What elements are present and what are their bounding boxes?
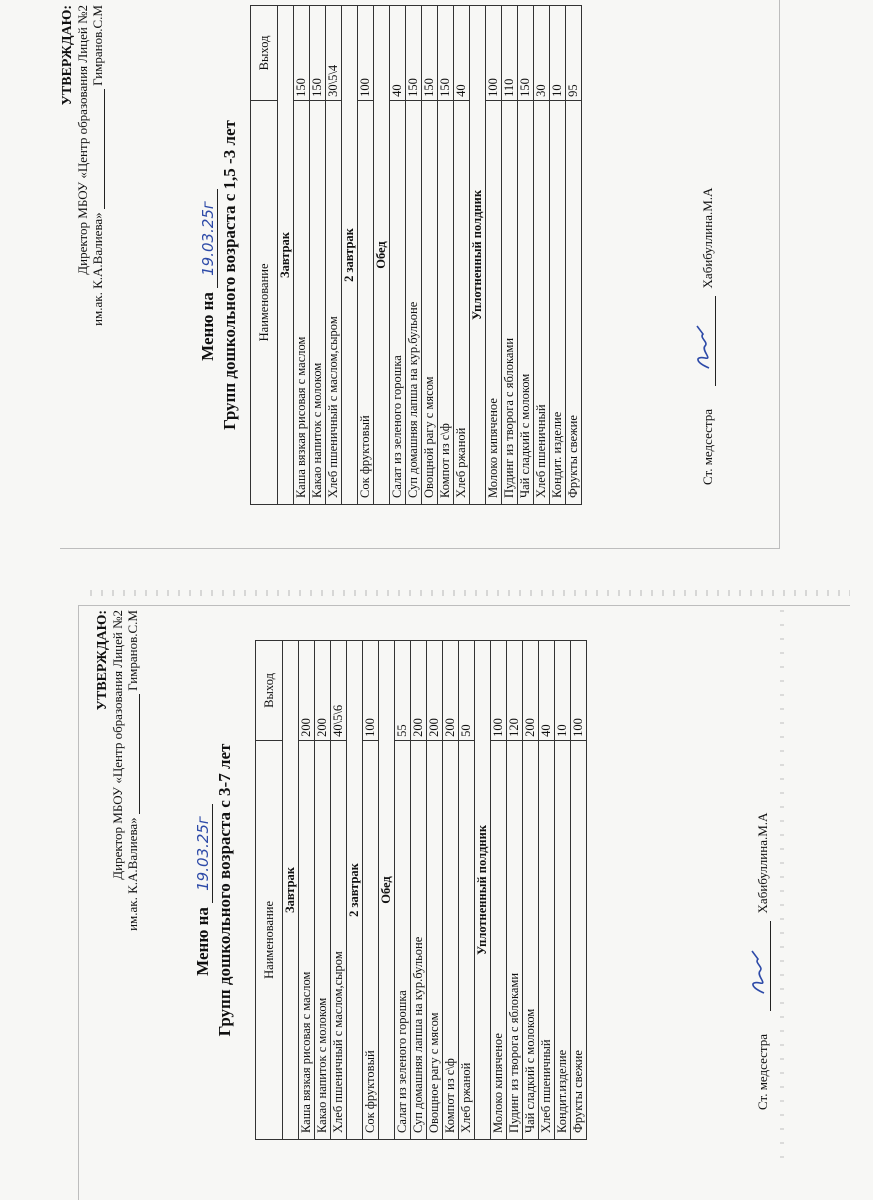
dish-name: Овощное рагу с мясом (427, 740, 443, 1139)
meal-section-row (283, 641, 299, 1140)
table-row (454, 6, 470, 505)
menu-date: 19.03.25г (194, 804, 213, 903)
dish-yield: 10 (550, 6, 566, 101)
dish-yield: 150 (310, 6, 326, 101)
dish-name: Каша вязкая рисовая с маслом (299, 740, 315, 1139)
meal-section-title: 2 завтрак (347, 641, 363, 1140)
menu-subtitle: Групп дошкольного возраста с 1,5 -3 лет (220, 120, 239, 430)
menu-sheet-3-7 (95, 610, 865, 1170)
meal-section-title: Уплотненный полдник (470, 6, 486, 505)
dish-name: Хлеб пшеничный (534, 100, 550, 504)
meal-section-title: Завтрак (278, 6, 294, 505)
menu-date: 19.03.25г (199, 189, 218, 288)
menu-subtitle: Групп дошкольного возраста с 3-7 лет (215, 743, 234, 1037)
dish-name: Фрукты свежие (566, 100, 582, 504)
meal-section-row (342, 6, 358, 505)
table-row (406, 6, 422, 505)
table-row (507, 641, 523, 1140)
dish-name: Хлеб пшеничный (539, 740, 555, 1139)
dish-yield: 100 (491, 641, 507, 741)
nurse-label: Ст. медсестра (700, 408, 715, 485)
table-row (315, 641, 331, 1140)
meal-section-title: 2 завтрак (342, 6, 358, 505)
dish-name: Чай сладкий с молоком (518, 100, 534, 504)
dish-yield: 150 (438, 6, 454, 101)
dish-name: Суп домашняя лапша на кур.бульоне (411, 740, 427, 1139)
column-header-name: Наименование (256, 740, 283, 1139)
signature-line (92, 89, 105, 209)
table-row (390, 6, 406, 505)
meal-section-title: Завтрак (283, 641, 299, 1140)
table-row (331, 641, 347, 1140)
menu-title (198, 5, 218, 545)
dish-name: Хлеб ржаной (459, 740, 475, 1139)
menu-table (255, 640, 587, 1140)
table-row (571, 641, 587, 1140)
nurse-signature (755, 813, 771, 1110)
meal-section-row (470, 6, 486, 505)
column-header-name: Наименование (251, 100, 278, 504)
dish-name: Сок фруктовый (363, 740, 379, 1139)
dish-yield: 200 (523, 641, 539, 741)
table-row (566, 6, 582, 505)
table-row (358, 6, 374, 505)
nurse-label: Ст. медсестра (755, 1033, 770, 1110)
table-row (491, 641, 507, 1140)
dish-name: Суп домашняя лапша на кур.бульоне (406, 100, 422, 504)
dish-yield: 95 (566, 6, 582, 101)
dish-yield: 110 (502, 6, 518, 101)
table-row (518, 6, 534, 505)
table-row (326, 6, 342, 505)
dish-name: Фрукты свежие (571, 740, 587, 1139)
menu-title-prefix: Меню на (193, 907, 212, 976)
dish-yield: 100 (363, 641, 379, 741)
table-row (534, 6, 550, 505)
menu-table (250, 5, 582, 505)
menu-sheet-1-5-3 (60, 5, 820, 545)
dish-name: Какао напиток с молоком (315, 740, 331, 1139)
approval-signature-line (125, 610, 140, 931)
dish-name: Овощной рагу с мясом (422, 100, 438, 504)
dish-yield: 40\5\6 (331, 641, 347, 741)
dish-name: Сок фруктовый (358, 100, 374, 504)
dish-name: Салат из зеленого горошка (390, 100, 406, 504)
dish-name: Молоко кипяченое (486, 100, 502, 504)
dish-yield: 10 (555, 641, 571, 741)
signature-line (127, 694, 140, 814)
table-row (443, 641, 459, 1140)
paper-edge-top-sheet (60, 548, 780, 549)
dish-yield: 40 (390, 6, 406, 101)
approval-org: им.ак. К.А.Валиева» (90, 212, 105, 326)
nurse-name: Хабибуллина.М.А (700, 187, 715, 289)
approval-director-name: Гимранов.С.М (90, 5, 105, 86)
table-row (502, 6, 518, 505)
dish-yield: 150 (294, 6, 310, 101)
meal-section-row (347, 641, 363, 1140)
dish-yield: 30 (534, 6, 550, 101)
dish-yield: 120 (507, 641, 523, 741)
nurse-signature (700, 188, 716, 485)
approval-block (95, 610, 140, 931)
meal-section-title: Обед (379, 641, 395, 1140)
meal-section-row (475, 641, 491, 1140)
column-header-yield: Выход (251, 6, 278, 101)
dish-yield: 200 (411, 641, 427, 741)
dish-yield: 100 (486, 6, 502, 101)
menu-title (193, 610, 213, 1170)
table-row (427, 641, 443, 1140)
dish-name: Какао напиток с молоком (310, 100, 326, 504)
table-row (523, 641, 539, 1140)
dish-yield: 200 (443, 641, 459, 741)
menu-title-prefix: Меню на (198, 292, 217, 361)
table-row (411, 641, 427, 1140)
dish-name: Чай сладкий с молоком (523, 740, 539, 1139)
nurse-name: Хабибуллина.М.А (755, 812, 770, 914)
table-header-row (256, 641, 283, 1140)
approval-signature-line (90, 5, 105, 326)
table-row (550, 6, 566, 505)
dish-name: Молоко кипяченое (491, 740, 507, 1139)
dish-yield: 200 (315, 641, 331, 741)
paper-edge-bottom-sheet-top (78, 605, 850, 606)
dish-name: Кондит. изделие (550, 100, 566, 504)
approval-block (60, 5, 105, 326)
dish-name: Салат из зеленого горошка (395, 740, 411, 1139)
approval-director-name: Гимранов.С.М (125, 610, 140, 691)
table-row (310, 6, 326, 505)
dish-name: Хлеб пшеничный с маслом,сыром (331, 740, 347, 1139)
dish-name: Пудинг из творога с яблоками (502, 100, 518, 504)
dish-yield: 30\5\4 (326, 6, 342, 101)
table-row (299, 641, 315, 1140)
table-row (539, 641, 555, 1140)
approval-org: им.ак. К.А.Валиева» (125, 817, 140, 931)
handwritten-signature-icon (691, 322, 717, 372)
signature-mark (756, 921, 771, 1011)
dish-yield: 150 (422, 6, 438, 101)
dish-yield: 50 (459, 641, 475, 741)
meal-section-row (278, 6, 294, 505)
scan-noise (90, 590, 850, 596)
dish-name: Компот из с\ф (443, 740, 459, 1139)
meal-section-row (379, 641, 395, 1140)
dish-yield: 100 (571, 641, 587, 741)
column-header-yield: Выход (256, 641, 283, 741)
dish-name: Компот из с\ф (438, 100, 454, 504)
dish-yield: 40 (539, 641, 555, 741)
dish-yield: 40 (454, 6, 470, 101)
dish-yield: 200 (427, 641, 443, 741)
table-row (459, 641, 475, 1140)
handwritten-signature-icon (746, 947, 772, 997)
table-row (294, 6, 310, 505)
dish-yield: 200 (299, 641, 315, 741)
table-row (395, 641, 411, 1140)
dish-yield: 100 (358, 6, 374, 101)
table-row (422, 6, 438, 505)
dish-name: Каша вязкая рисовая с маслом (294, 100, 310, 504)
approval-title: УТВЕРЖДАЮ: (95, 610, 110, 711)
dish-name: Хлеб ржаной (454, 100, 470, 504)
table-row (438, 6, 454, 505)
paper-edge-bottom-sheet (78, 605, 79, 1200)
signature-mark (701, 296, 716, 386)
table-header-row (251, 6, 278, 505)
dish-name: Пудинг из творога с яблоками (507, 740, 523, 1139)
table-row (555, 641, 571, 1140)
table-row (363, 641, 379, 1140)
table-row (486, 6, 502, 505)
meal-section-row (374, 6, 390, 505)
dish-yield: 150 (518, 6, 534, 101)
approval-director: Директор МБОУ «Центр образования Лицей №2 (75, 5, 90, 275)
dish-name: Кондит.изделие (555, 740, 571, 1139)
approval-director: Директор МБОУ «Центр образования Лицей №2 (110, 610, 125, 880)
meal-section-title: Обед (374, 6, 390, 505)
dish-yield: 150 (406, 6, 422, 101)
meal-section-title: Уплотненный полдник (475, 641, 491, 1140)
dish-yield: 55 (395, 641, 411, 741)
dish-name: Хлеб пшеничный с маслом,сыром (326, 100, 342, 504)
approval-title: УТВЕРЖДАЮ: (60, 5, 75, 106)
